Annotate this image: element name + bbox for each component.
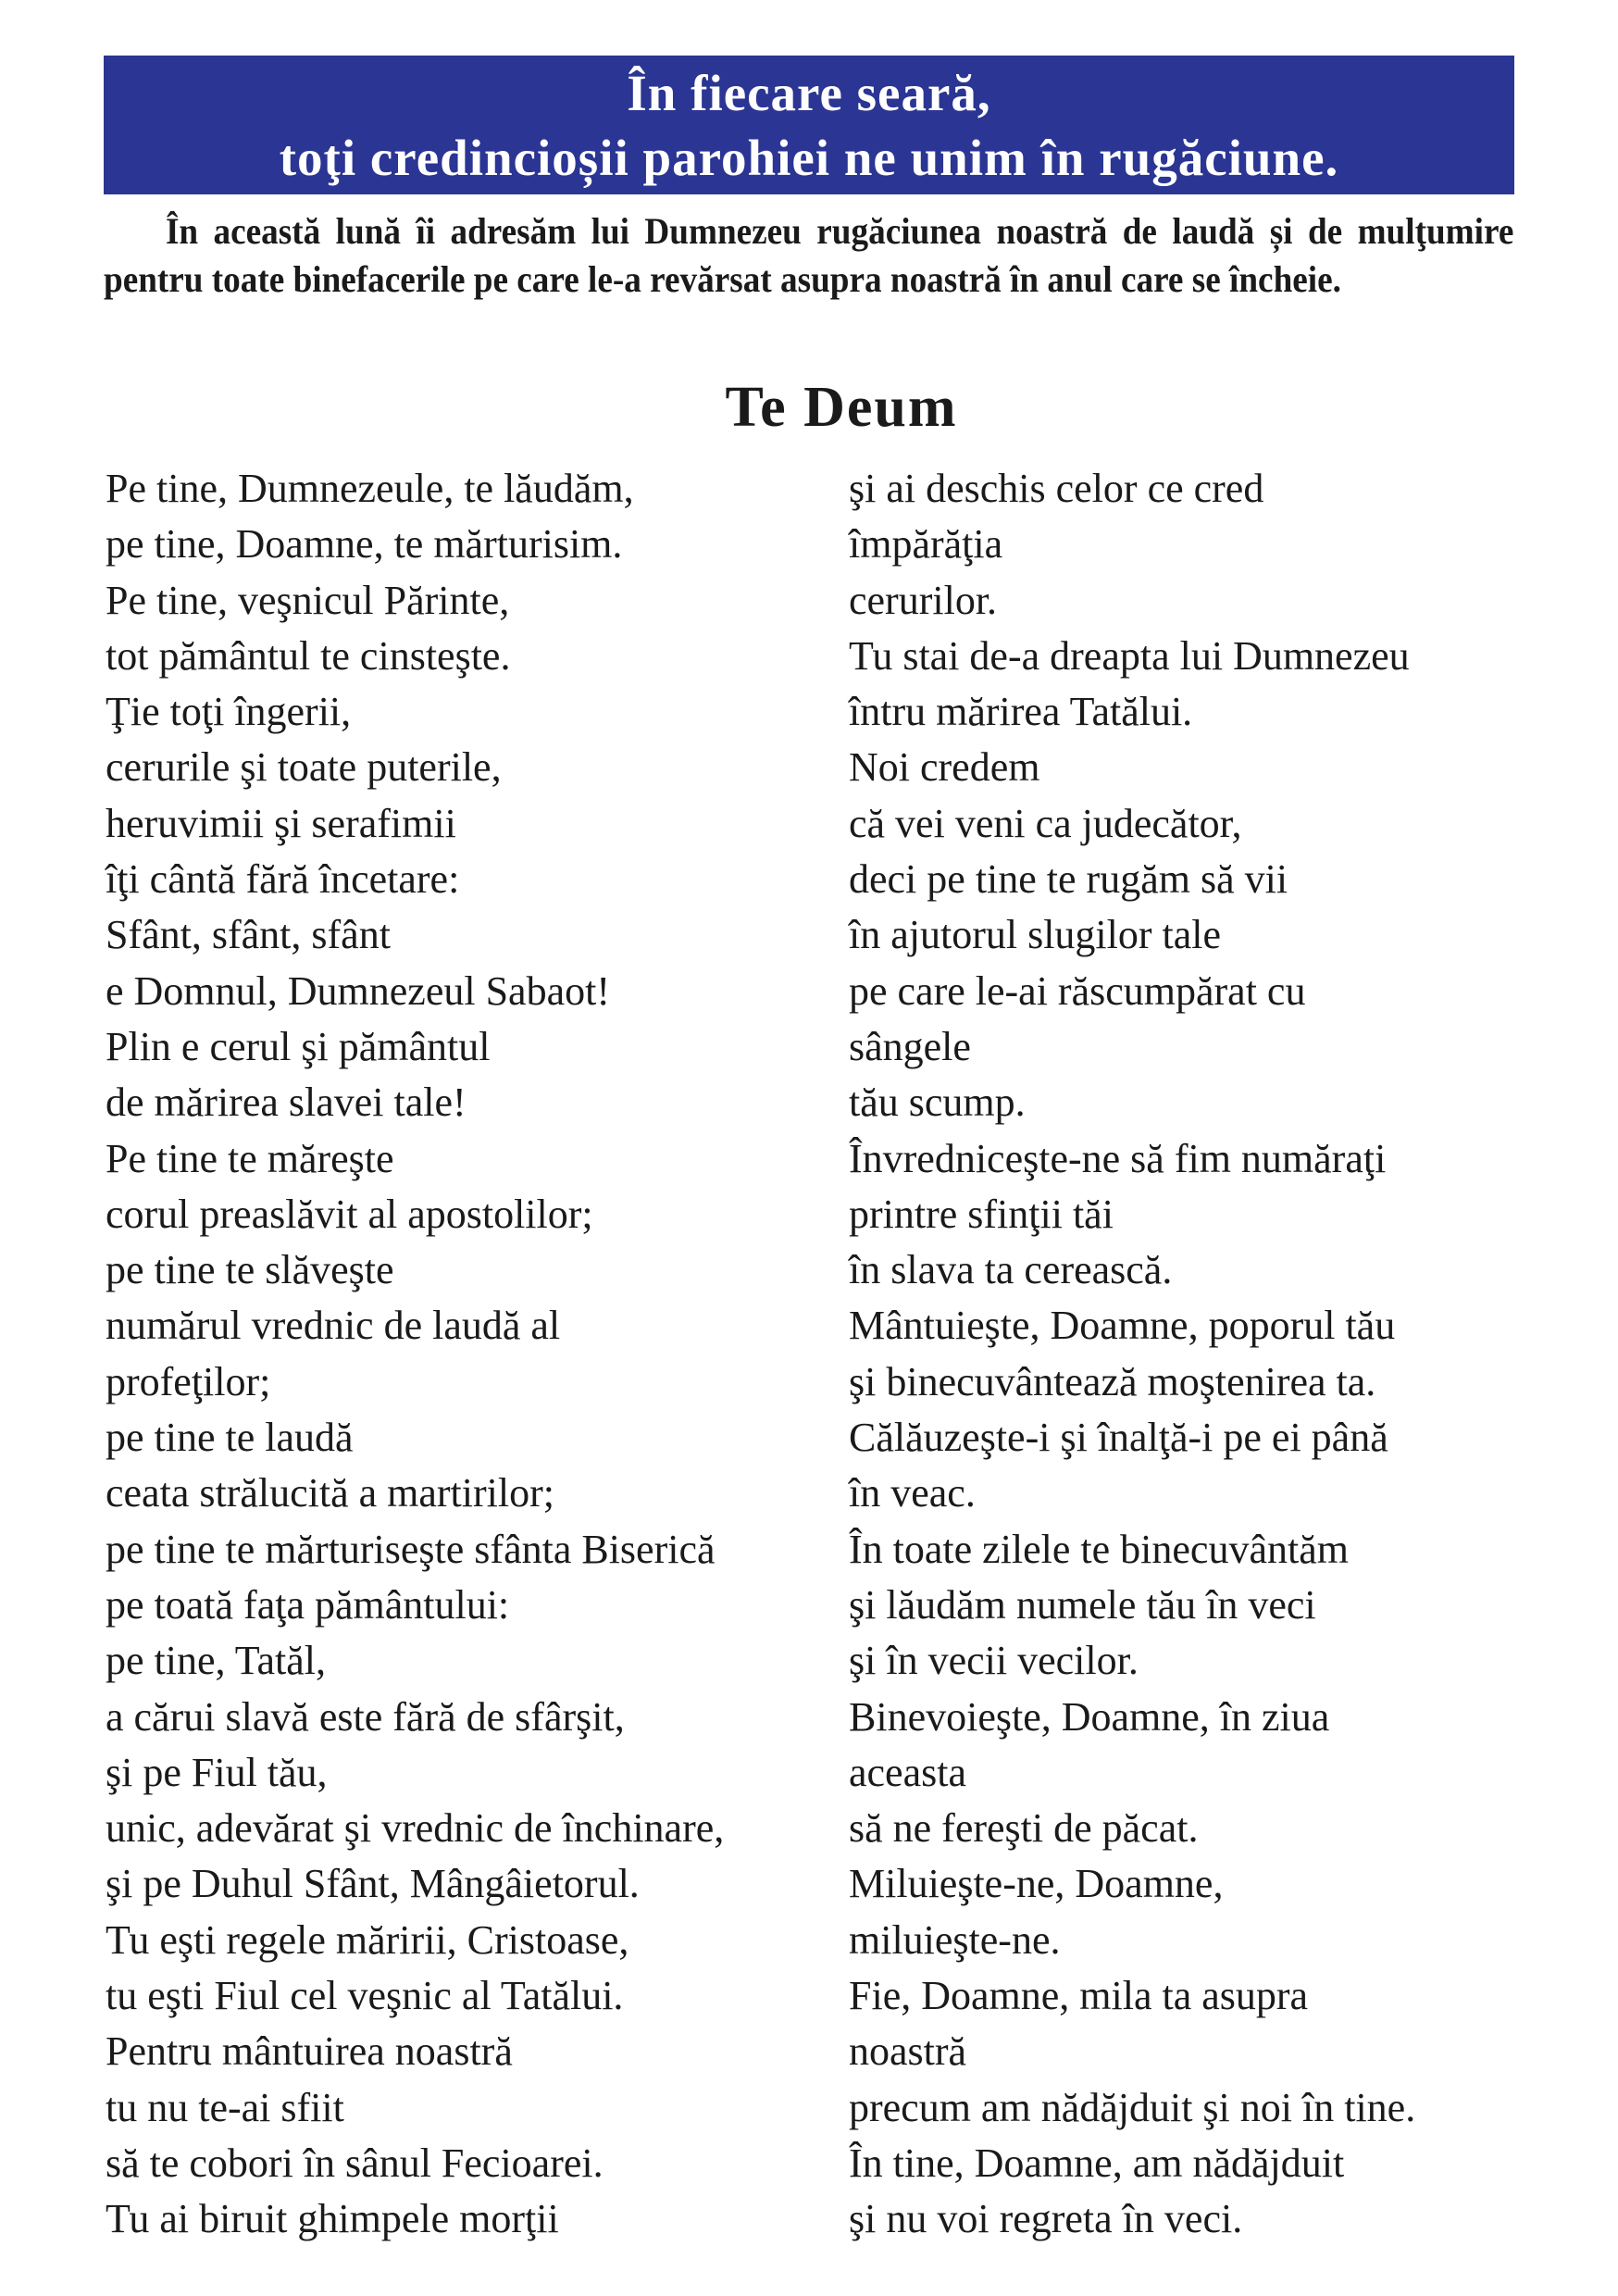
prayer-line: şi pe Fiul tău, [106, 1749, 328, 1795]
prayer-line: În toate zilele te binecuvântăm [849, 1526, 1349, 1572]
prayer-line: şi în vecii vecilor. [849, 1638, 1139, 1684]
prayer-line: a cărui slavă este fără de sfârşit, [106, 1693, 625, 1740]
prayer-right-column [849, 461, 1534, 2248]
prayer-line: întru mărirea Tatălui. [849, 689, 1193, 735]
prayer-line: că vei veni ca judecător, [849, 800, 1242, 846]
prayer-line: pe tine te laudă [106, 1415, 354, 1461]
prayer-line: Miluieşte-ne, Doamne, [849, 1861, 1224, 1907]
prayer-line: Tu stai de-a dreapta lui Dumnezeu [849, 632, 1410, 679]
prayer-line: tot pământul te cinsteşte. [106, 632, 511, 679]
prayer-line: profeţilor; [106, 1358, 271, 1404]
prayer-line: în veac. [849, 1470, 976, 1516]
banner-line-2: toţi credincioșii parohiei ne unim în rugăciune. [279, 130, 1339, 186]
prayer-line: şi lăudăm numele tău în veci [849, 1581, 1316, 1628]
prayer-line: Sfânt, sfânt, sfânt [106, 912, 391, 958]
prayer-line: Pe tine, veşnicul Părinte, [106, 577, 510, 623]
prayer-line: unic, adevărat şi vrednic de închinare, [106, 1805, 725, 1852]
prayer-line: tu eşti Fiul cel veşnic al Tatălui. [106, 1973, 624, 2019]
intro-paragraph: În această lună îi adresăm lui Dumnezeu rugăciunea noastră de laudă și de mulţumire pentru toate binefacerile pe care le-a revărsat asupra noastră în anul care se încheie. [104, 210, 1514, 300]
prayer-line: pe tine, Doamne, te mărturisim. [106, 521, 623, 568]
prayer-line: tu nu te-ai sfiit [106, 2084, 344, 2130]
prayer-line: Plin e cerul şi pământul [106, 1023, 491, 1069]
prayer-line: cerurile şi toate puterile, [106, 744, 502, 791]
prayer-line: Pe tine te măreşte [106, 1135, 394, 1181]
prayer-line: de mărirea slavei tale! [106, 1079, 467, 1126]
prayer-line: pe tine te slăveşte [106, 1247, 394, 1293]
prayer-line: pe care le-ai răscumpărat cu [849, 967, 1306, 1014]
prayer-line: Învredniceşte-ne să fim număraţi [849, 1135, 1387, 1181]
prayer-left-column [106, 461, 828, 2248]
prayer-line: deci pe tine te rugăm să vii [849, 856, 1288, 903]
prayer-line: Ţie toţi îngerii, [106, 689, 352, 735]
prayer-line: ceata strălucită a martirilor; [106, 1470, 554, 1516]
prayer-line: Noi credem [849, 744, 1040, 791]
prayer-line: Tu eşti regele măririi, Cristoase, [106, 1916, 629, 1963]
prayer-line: Călăuzeşte-i şi înalţă-i pe ei până [849, 1415, 1388, 1461]
prayer-line: Tu ai biruit ghimpele morţii [106, 2196, 559, 2242]
prayer-line: şi binecuvântează moştenirea ta. [849, 1358, 1376, 1404]
prayer-line: Mântuieşte, Doamne, poporul tău [849, 1303, 1396, 1349]
prayer-line: heruvimii şi serafimii [106, 800, 456, 846]
prayer-line: pe tine te mărturiseşte sfânta Biserică [106, 1526, 716, 1572]
prayer-line: să ne fereşti de păcat. [849, 1805, 1199, 1852]
header-banner [104, 56, 1514, 194]
prayer-line: în ajutorul slugilor tale [849, 912, 1222, 958]
banner-line-1: În fiecare seară, [627, 65, 991, 121]
prayer-line: miluieşte-ne. [849, 1916, 1061, 1963]
prayer-line: pe tine, Tatăl, [106, 1638, 327, 1684]
prayer-title: Te Deum [725, 376, 958, 439]
prayer-line: Binevoieşte, Doamne, în ziua [849, 1693, 1330, 1740]
prayer-line: şi pe Duhul Sfânt, Mângâietorul. [106, 1861, 640, 1907]
prayer-line: e Domnul, Dumnezeul Sabaot! [106, 967, 610, 1014]
prayer-line: aceasta [849, 1749, 966, 1795]
prayer-line: În tine, Doamne, am nădăjduit [849, 2140, 1345, 2186]
prayer-line: şi ai deschis celor ce cred [849, 466, 1264, 511]
prayer-line: Fie, Doamne, mila ta asupra [849, 1973, 1309, 2019]
prayer-line: precum am nădăjduit şi noi în tine. [849, 2084, 1416, 2130]
prayer-line: pe toată faţa pământului: [106, 1581, 510, 1628]
prayer-line: şi nu voi regreta în veci. [849, 2196, 1243, 2242]
prayer-line: tău scump. [849, 1079, 1026, 1126]
prayer-line: sângele [849, 1023, 971, 1069]
prayer-line: Pentru mântuirea noastră [106, 2028, 513, 2075]
prayer-line: noastră [849, 2028, 967, 2075]
prayer-line: în slava ta cerească. [849, 1247, 1173, 1293]
prayer-line: împărăţia [849, 521, 1003, 568]
prayer-line: îţi cântă fără încetare: [106, 856, 460, 903]
prayer-line: Pe tine, Dumnezeule, te lăudăm, [106, 466, 634, 511]
prayer-line: corul preaslăvit al apostolilor; [106, 1191, 593, 1237]
prayer-line: printre sfinţii tăi [849, 1191, 1114, 1237]
prayer-line: cerurilor. [849, 577, 998, 623]
prayer-line: să te cobori în sânul Fecioarei. [106, 2140, 604, 2186]
prayer-line: numărul vrednic de laudă al [106, 1303, 561, 1349]
